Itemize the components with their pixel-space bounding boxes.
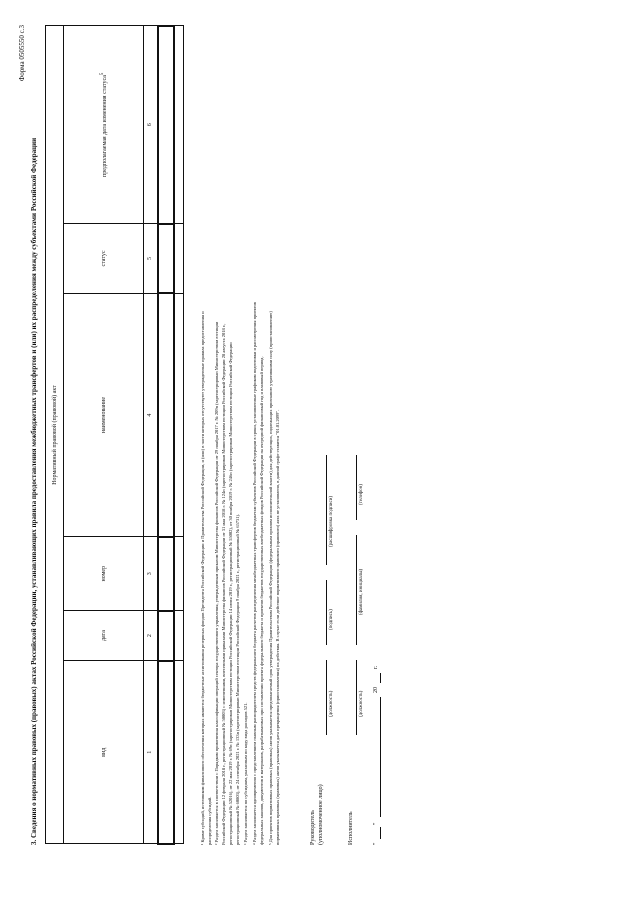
exec-position-line	[356, 660, 357, 735]
footnote-2: ² Раздел заполняется в соответствии с Порядком применения классификации операций сектора государственного управления, утвержденным приказом Министерства финансов Российской Федерации от 29 ноября 2017 г. № 209н (зарегистрирован Министерством юстиции	[214, 321, 219, 845]
footnote-2-cont: Российской Федерации 12 февраля 2018 г., регистрационный № 50003) с изменениями, внесенными приказами Министерства финансов Российской Федерации от 31 мая 2018 г. № 124н (зарегистрирован Министерством юстиции Российской Федерации 28 августа 2018 г.,	[221, 323, 226, 845]
col-number-5: 5	[144, 224, 158, 294]
cap-phone: (телефон)	[359, 484, 364, 505]
footnote-ref: 5	[99, 72, 105, 76]
date-month-line	[380, 697, 381, 817]
table-row	[158, 26, 174, 844]
col-number-1: 1	[144, 661, 158, 844]
acts-table	[45, 25, 184, 845]
date-quote-close: "	[373, 822, 379, 825]
footnote-2-cont: регистрационный № 60803), от 24 сентября 2021 г. № 133н (зарегистрирован Министерством юстиции Российской Федерации 9 ноября 2021 г., регистрационный № 65731).	[235, 513, 240, 845]
footnote-4: ⁴ Раздел заполняется одновременно с представлением главным распорядителем средств федерального бюджета расчетов распределения межбюджетных трансфертов бюджетам субъектов Российской Федерации в сроки, установленные графиком подготовки и рассмотрения проектов	[252, 302, 257, 845]
table-row	[174, 26, 184, 844]
cap-decode: (расшифровка подписи)	[329, 495, 334, 547]
footnote-1-cont: распределения субсидий.	[207, 796, 212, 845]
date-year-line	[380, 673, 381, 683]
date-quote-open: "	[373, 842, 379, 845]
group-header: Нормативный правовой (правовой) акт	[46, 26, 64, 844]
cap-position: (должность)	[329, 690, 334, 717]
date-suffix: г.	[373, 665, 379, 669]
head-position-line	[326, 660, 327, 735]
date-year: 20	[373, 687, 379, 693]
col-header-status: статус	[64, 224, 144, 294]
table-header-row-2	[64, 26, 144, 844]
col-header-status-change-date	[64, 26, 144, 224]
col-number-2: 2	[144, 611, 158, 661]
footnote-2-cont: регистрационный № 52016), от 22 мая 2019 г. № 69н (зарегистрирован Министерством юстиции Российской Федерации 14 июня 2019 г., регистрационный № 55002), от 30 ноября 2019 г. № 246н (зарегистрирован Министерством юстиции Российской Федерации	[228, 342, 233, 845]
col-number-4: 4	[144, 293, 158, 536]
footnote-4-cont: федеральных законов, документов и материалов, разрабатываемых при составлении проекта федерального бюджета и проектов бюджетов государственных внебюджетных фондов Российской Федерации на очередной финансовый год и плановый период.	[259, 356, 264, 845]
exec-fio-line	[356, 535, 357, 645]
head-decode-line	[326, 455, 327, 565]
head-label-sub: (уполномоченное лицо)	[318, 784, 324, 845]
cap-exec-position: (должность)	[359, 690, 364, 717]
table-header-row-1	[46, 26, 64, 844]
date-day-line	[380, 827, 381, 839]
col-number-6: 6	[144, 26, 158, 224]
col-header-type: вид	[64, 661, 144, 844]
footnote-1: ¹ Кроме субсидий, источником финансового обеспечения которых являются бюджетные ассигнования резервных фондов Президента Российской Федерации и Правительства Российской Федерации, и (или) в части которых отсутствуют утвержденные правила предоставления и	[200, 311, 205, 845]
col-number-3: 3	[144, 537, 158, 611]
footnote-5: ⁵ Для проектов нормативных правовых (правовых) актов указывается предполагаемый срок утверждения Правительством Российской Федерации (федеральным органом исполнительной власти) для действующих, подлежащих признанию утратившими силу (приостановлению)	[268, 311, 273, 845]
exec-phone-line	[356, 455, 357, 520]
col-header-name: наименование	[64, 293, 144, 536]
footnote-3: ³ Раздел заполняется по субсидиям, указанным по коду вида расходов 521.	[243, 702, 248, 845]
column-numbers-row	[144, 26, 158, 844]
head-label: Руководитель	[310, 810, 316, 845]
cap-signature: (подпись)	[329, 609, 334, 630]
head-signature-line	[326, 580, 327, 645]
col-header-number: номер	[64, 537, 144, 611]
footnote-5-cont: нормативных правовых (правовых) актов указывается дата прекращения (приостановления) их действия. В случае если действие нормативного правового (правового) акта не установлено, в данной графе ставится "01.01.2099".	[275, 409, 280, 845]
form-code: Форма 0505550 с.3	[18, 25, 26, 82]
section-title: 3. Сведения о нормативных правовых (правовых) актах Российской Федерации, устанавливающих правила предоставления межбюджетных трансфертов и (или) их распределения между субъектами Российской Федерации	[30, 137, 38, 845]
col-header-date: дата	[64, 611, 144, 661]
col-header-status-change-date-text: предполагаемая дата изменения статуса	[101, 75, 108, 177]
exec-label: Исполнитель	[348, 811, 354, 845]
cap-fio: (фамилия, инициалы)	[359, 568, 364, 615]
